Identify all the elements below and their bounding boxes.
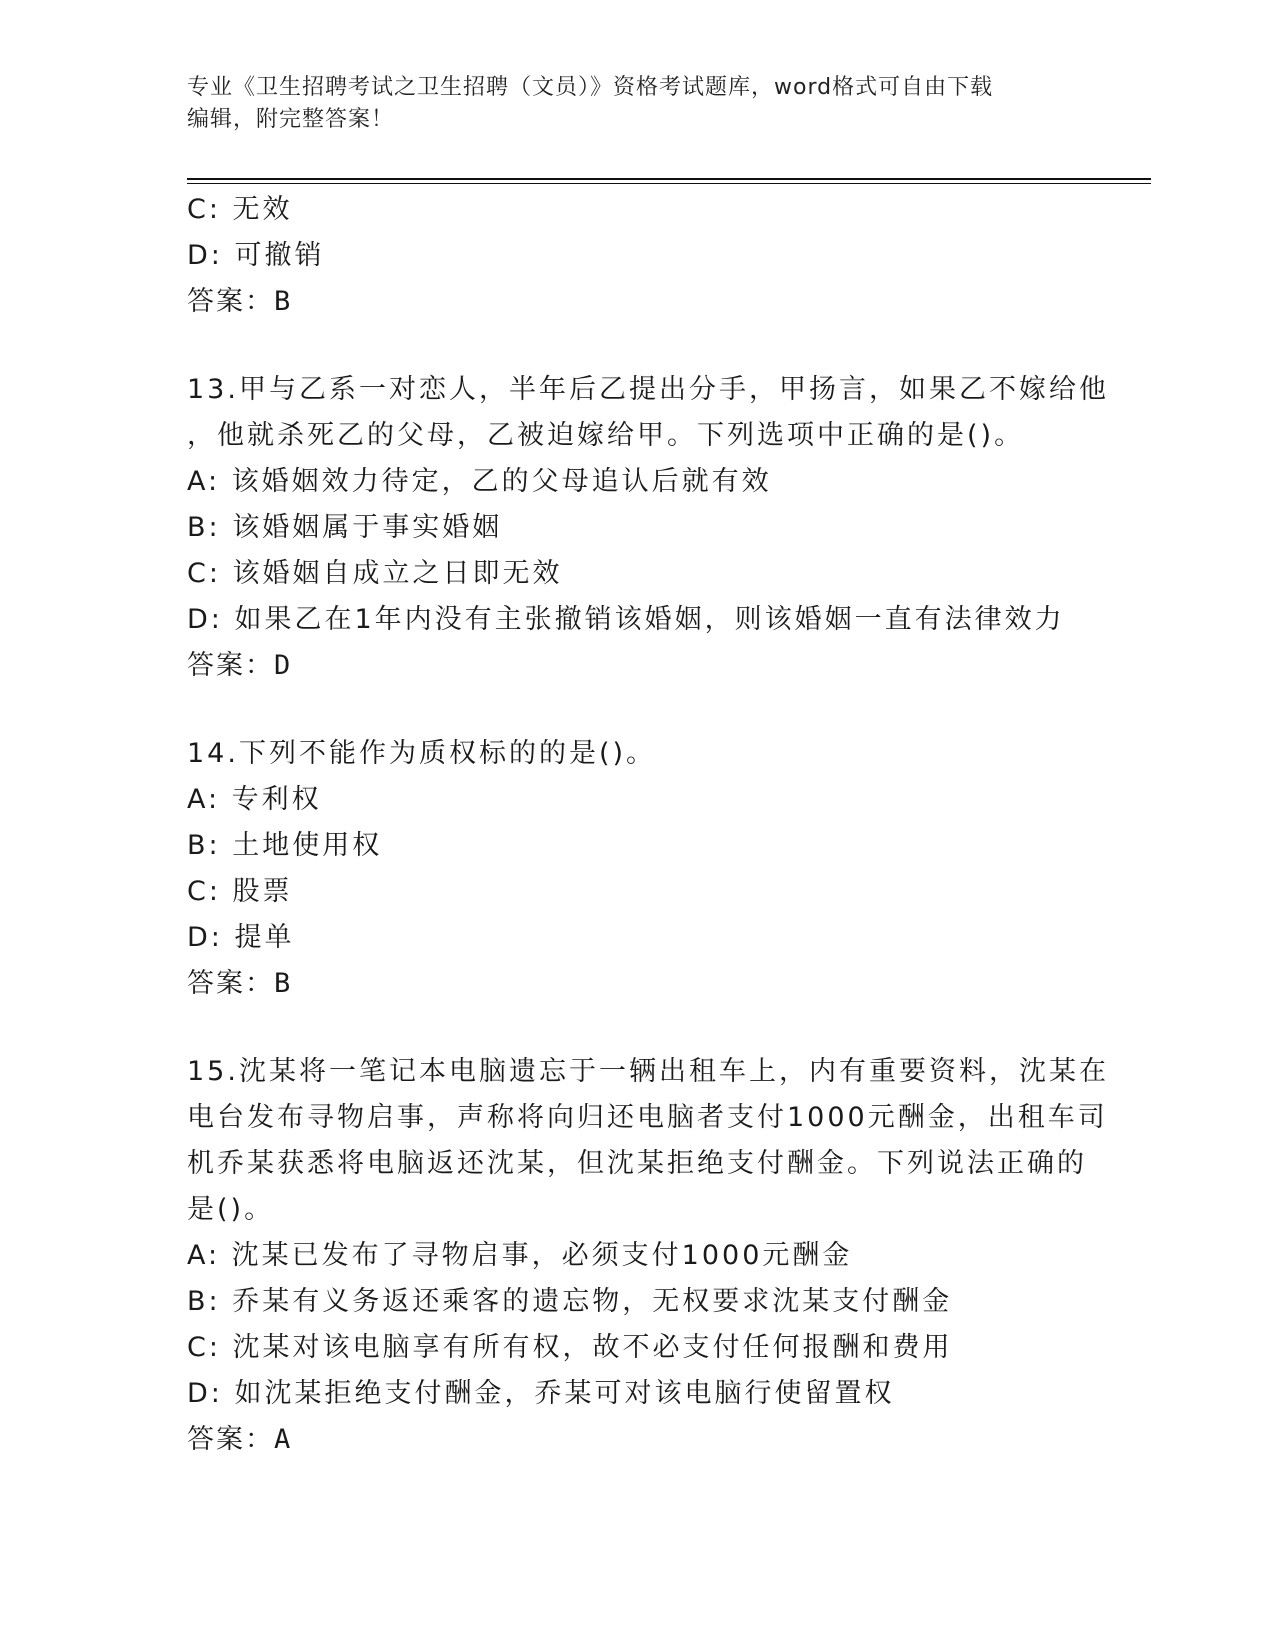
option-c: C: 沈某对该电脑享有所有权，故不必支付任何报酬和费用 [187,1332,953,1363]
question-14 [187,731,1107,1007]
header-divider-thick [187,178,1151,180]
question-15 [187,1049,1107,1463]
option-a: A: 沈某已发布了寻物启事，必须支付1000元酬金 [187,1240,853,1271]
option-c: C: 无效 [187,194,293,225]
answer-label: 答案： [187,1424,274,1455]
option-b: B: 土地使用权 [187,830,383,861]
option-d: D: 如沈某拒绝支付酬金，乔某可对该电脑行使留置权 [187,1378,895,1409]
header-divider-thin [187,183,1151,184]
question-stem-line: ，他就杀死乙的父母，乙被迫嫁给甲。下列选项中正确的是()。 [187,420,1025,451]
answer-line [187,643,1107,689]
question-stem-line: 是()。 [187,1194,275,1225]
question-13 [187,367,1107,689]
question-stem-line: 机乔某获悉将电脑返还沈某，但沈某拒绝支付酬金。下列说法正确的 [187,1148,1087,1179]
document-header [187,72,1087,136]
answer-line [187,279,1107,325]
option-d: D: 可撤销 [187,240,325,271]
question-12-tail [187,187,1107,325]
question-stem-line: 14.下列不能作为质权标的的是()。 [187,738,657,769]
header-line-2: 编辑，附完整答案！ [187,107,395,132]
spacer [187,325,1107,367]
answer-label: 答案： [187,650,274,681]
option-b: B: 乔某有义务返还乘客的遗忘物，无权要求沈某支付酬金 [187,1286,953,1317]
answer-value: B [274,968,291,999]
question-list [187,187,1107,1463]
question-stem-line: 13.甲与乙系一对恋人，半年后乙提出分手，甲扬言，如果乙不嫁给他 [187,374,1109,405]
question-stem-line: 电台发布寻物启事，声称将向归还电脑者支付1000元酬金，出租车司 [187,1102,1108,1133]
option-a: A: 专利权 [187,784,322,815]
option-d: D: 如果乙在1年内没有主张撤销该婚姻，则该婚姻一直有法律效力 [187,604,1065,635]
option-c: C: 股票 [187,876,293,907]
spacer [187,689,1107,731]
answer-label: 答案： [187,286,274,317]
option-d: D: 提单 [187,922,295,953]
question-stem-line: 15.沈某将一笔记本电脑遗忘于一辆出租车上，内有重要资料，沈某在 [187,1056,1109,1087]
answer-line [187,1417,1107,1463]
spacer [187,1007,1107,1049]
option-b: B: 该婚姻属于事实婚姻 [187,512,503,543]
option-c: C: 该婚姻自成立之日即无效 [187,558,563,589]
answer-value: D [274,650,291,681]
header-line-1: 专业《卫生招聘考试之卫生招聘（文员）》资格考试题库，word格式可自由下载 [187,75,994,100]
answer-value: A [274,1424,291,1455]
answer-label: 答案： [187,968,274,999]
answer-value: B [274,286,291,317]
answer-line [187,961,1107,1007]
option-a: A: 该婚姻效力待定，乙的父母追认后就有效 [187,466,772,497]
